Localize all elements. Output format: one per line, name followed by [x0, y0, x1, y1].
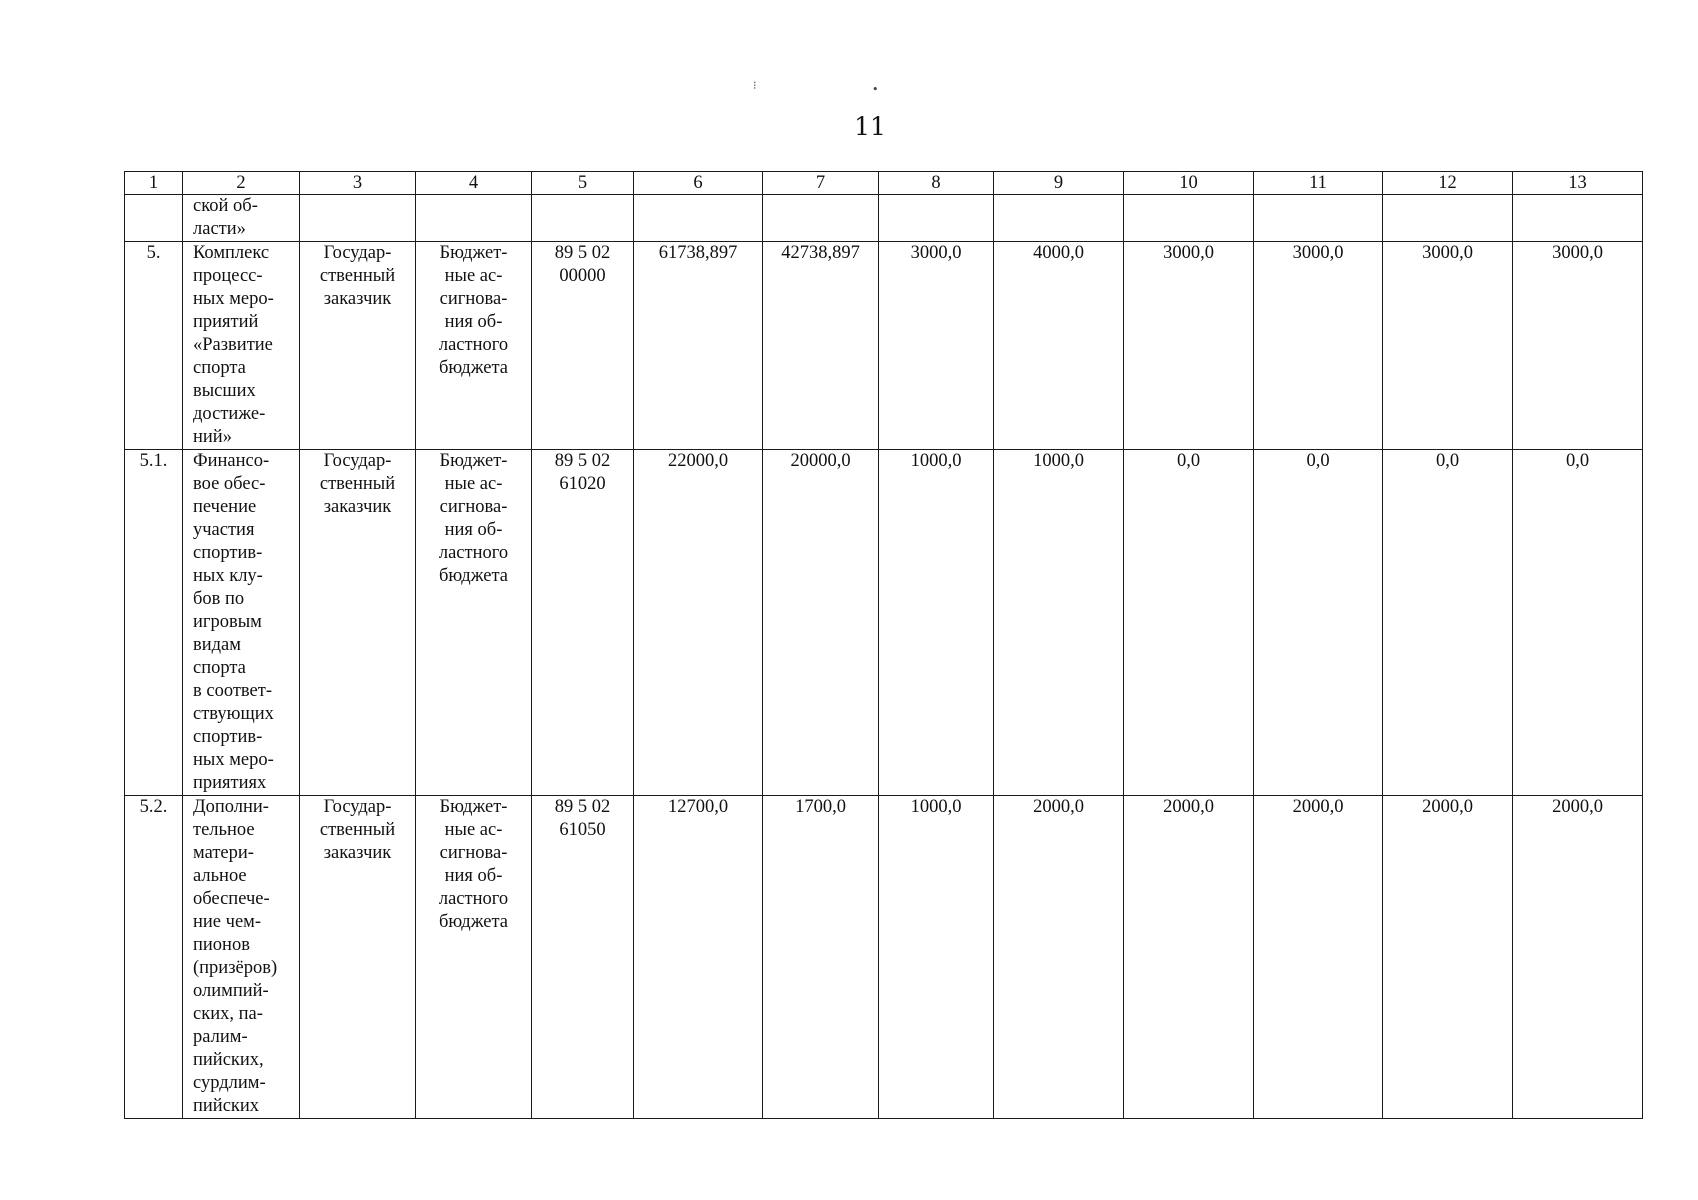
text-line: ния об- — [444, 520, 503, 540]
row-number-cell — [125, 195, 183, 242]
amount-cell: 1000,0 — [994, 450, 1124, 796]
text-line: в соответ- — [193, 681, 272, 701]
funding-source-cell — [416, 242, 532, 450]
column-number-cell: 2 — [183, 172, 300, 195]
text-line: ных меро- — [193, 750, 274, 770]
text-line: ние чем- — [193, 912, 262, 932]
amount-cell: 1000,0 — [879, 450, 994, 796]
text-line: ственный — [319, 474, 396, 494]
table-row — [125, 450, 1643, 796]
amount-cell: 2000,0 — [1124, 796, 1254, 1119]
text-line: печение — [193, 497, 257, 517]
amount-cell: 4000,0 — [994, 242, 1124, 450]
text-line: спорта — [193, 358, 246, 378]
amount-cell: 3000,0 — [879, 242, 994, 450]
column-number-cell: 8 — [879, 172, 994, 195]
amount-cell — [1254, 195, 1383, 242]
program-table — [124, 171, 1643, 1119]
text-line: пийских, — [193, 1050, 264, 1070]
funding-source-cell — [416, 796, 532, 1119]
text-line: «Развитие — [193, 335, 273, 355]
text-line: 61050 — [559, 820, 606, 840]
amount-cell — [634, 195, 763, 242]
text-line: ластного — [438, 543, 509, 563]
column-number-cell: 3 — [300, 172, 416, 195]
text-line: ских, па- — [193, 1004, 263, 1024]
amount-cell: 0,0 — [1513, 450, 1643, 796]
row-number-cell: 5. — [125, 242, 183, 450]
text-line: 89 5 02 — [554, 243, 611, 263]
amount-cell — [994, 195, 1124, 242]
text-line: сигнова- — [439, 843, 508, 863]
budget-code-cell — [532, 796, 634, 1119]
amount-cell: 22000,0 — [634, 450, 763, 796]
text-line: пийских — [193, 1096, 260, 1116]
text-line: Государ- — [323, 451, 392, 471]
table-row — [125, 796, 1643, 1119]
text-line: вое обес- — [193, 474, 266, 494]
text-line: Государ- — [323, 797, 392, 817]
row-number-cell: 5.2. — [125, 796, 183, 1119]
amount-cell: 2000,0 — [994, 796, 1124, 1119]
text-line: сурдлим- — [193, 1073, 266, 1093]
text-line: бюджета — [439, 358, 508, 378]
amount-cell: 3000,0 — [1383, 242, 1513, 450]
column-number-cell: 5 — [532, 172, 634, 195]
column-number-cell: 10 — [1124, 172, 1254, 195]
text-line: приятий — [193, 312, 259, 332]
text-line: сигнова- — [439, 289, 508, 309]
text-line: Государ- — [323, 243, 392, 263]
text-line: ластного — [438, 889, 509, 909]
text-line: спорта — [193, 658, 246, 678]
amount-cell: 61738,897 — [634, 242, 763, 450]
text-line: ные ас- — [444, 266, 503, 286]
amount-cell — [1124, 195, 1254, 242]
text-line: участия — [193, 520, 255, 540]
amount-cell: 12700,0 — [634, 796, 763, 1119]
page-number: 11 — [854, 112, 886, 141]
text-line: заказчик — [323, 843, 392, 863]
text-line: видам — [193, 635, 241, 655]
text-line: 61020 — [559, 474, 606, 494]
column-number-cell: 7 — [763, 172, 879, 195]
column-number-cell: 1 — [125, 172, 183, 195]
text-line: Бюджет- — [439, 451, 508, 471]
text-line: 00000 — [559, 266, 606, 286]
scan-speck-mark: ⁝ — [753, 79, 757, 92]
text-line: (призёров) — [193, 958, 278, 978]
scan-speck-mark: • — [872, 83, 879, 96]
text-line: процесс- — [193, 266, 263, 286]
text-line: заказчик — [323, 497, 392, 517]
text-line: олимпий- — [193, 981, 269, 1001]
text-line: ской об- — [193, 196, 258, 216]
text-line: ния об- — [444, 312, 503, 332]
funding-source-cell — [416, 195, 532, 242]
text-line: ные ас- — [444, 820, 503, 840]
amount-cell: 2000,0 — [1513, 796, 1643, 1119]
text-line: заказчик — [323, 289, 392, 309]
amount-cell — [1513, 195, 1643, 242]
text-line: матери- — [193, 843, 254, 863]
column-number-cell: 11 — [1254, 172, 1383, 195]
activity-name-cell — [183, 195, 300, 242]
text-line: ные ас- — [444, 474, 503, 494]
text-line: бюджета — [439, 566, 508, 586]
text-line: спортив- — [193, 727, 263, 747]
amount-cell — [763, 195, 879, 242]
column-number-cell: 13 — [1513, 172, 1643, 195]
amount-cell: 0,0 — [1383, 450, 1513, 796]
amount-cell: 2000,0 — [1383, 796, 1513, 1119]
column-number-cell: 6 — [634, 172, 763, 195]
text-line: сигнова- — [439, 497, 508, 517]
budget-code-cell — [532, 450, 634, 796]
text-line: Комплекс — [193, 243, 270, 263]
text-line: ственный — [319, 266, 396, 286]
column-number-cell: 9 — [994, 172, 1124, 195]
amount-cell: 1000,0 — [879, 796, 994, 1119]
column-number-cell: 4 — [416, 172, 532, 195]
text-line: ных клу- — [193, 566, 263, 586]
amount-cell: 20000,0 — [763, 450, 879, 796]
amount-cell: 2000,0 — [1254, 796, 1383, 1119]
activity-name-cell — [183, 796, 300, 1119]
amount-cell: 1700,0 — [763, 796, 879, 1119]
responsible-cell — [300, 450, 416, 796]
funding-source-cell — [416, 450, 532, 796]
text-line: достиже- — [193, 404, 266, 424]
text-line: Дополни- — [193, 797, 269, 817]
text-line: 89 5 02 — [554, 451, 611, 471]
amount-cell: 3000,0 — [1124, 242, 1254, 450]
budget-code-cell — [532, 195, 634, 242]
amount-cell: 0,0 — [1254, 450, 1383, 796]
responsible-cell — [300, 195, 416, 242]
text-line: Финансо- — [193, 451, 270, 471]
text-line: Бюджет- — [439, 797, 508, 817]
text-line: ластного — [438, 335, 509, 355]
activity-name-cell — [183, 242, 300, 450]
table-row — [125, 242, 1643, 450]
amount-cell — [1383, 195, 1513, 242]
text-line: обеспече- — [193, 889, 270, 909]
amount-cell: 0,0 — [1124, 450, 1254, 796]
activity-name-cell — [183, 450, 300, 796]
text-line: ний» — [193, 427, 232, 447]
amount-cell: 3000,0 — [1513, 242, 1643, 450]
text-line: бов по — [193, 589, 245, 609]
budget-code-cell — [532, 242, 634, 450]
text-line: альное — [193, 866, 247, 886]
text-line: спортив- — [193, 543, 263, 563]
responsible-cell — [300, 796, 416, 1119]
responsible-cell — [300, 242, 416, 450]
text-line: ралим- — [193, 1027, 248, 1047]
column-number-cell: 12 — [1383, 172, 1513, 195]
text-line: Бюджет- — [439, 243, 508, 263]
text-line: ных меро- — [193, 289, 274, 309]
amount-cell: 3000,0 — [1254, 242, 1383, 450]
text-line: тельное — [193, 820, 255, 840]
amount-cell: 42738,897 — [763, 242, 879, 450]
text-line: ственный — [319, 820, 396, 840]
text-line: ния об- — [444, 866, 503, 886]
text-line: ласти» — [193, 219, 246, 239]
row-number-cell: 5.1. — [125, 450, 183, 796]
text-line: 89 5 02 — [554, 797, 611, 817]
text-line: ствующих — [193, 704, 274, 724]
text-line: высших — [193, 381, 256, 401]
text-line: пионов — [193, 935, 250, 955]
text-line: игровым — [193, 612, 262, 632]
amount-cell — [879, 195, 994, 242]
text-line: бюджета — [439, 912, 508, 932]
column-number-row — [125, 172, 1643, 195]
table-row — [125, 195, 1643, 242]
text-line: приятиях — [193, 773, 267, 793]
